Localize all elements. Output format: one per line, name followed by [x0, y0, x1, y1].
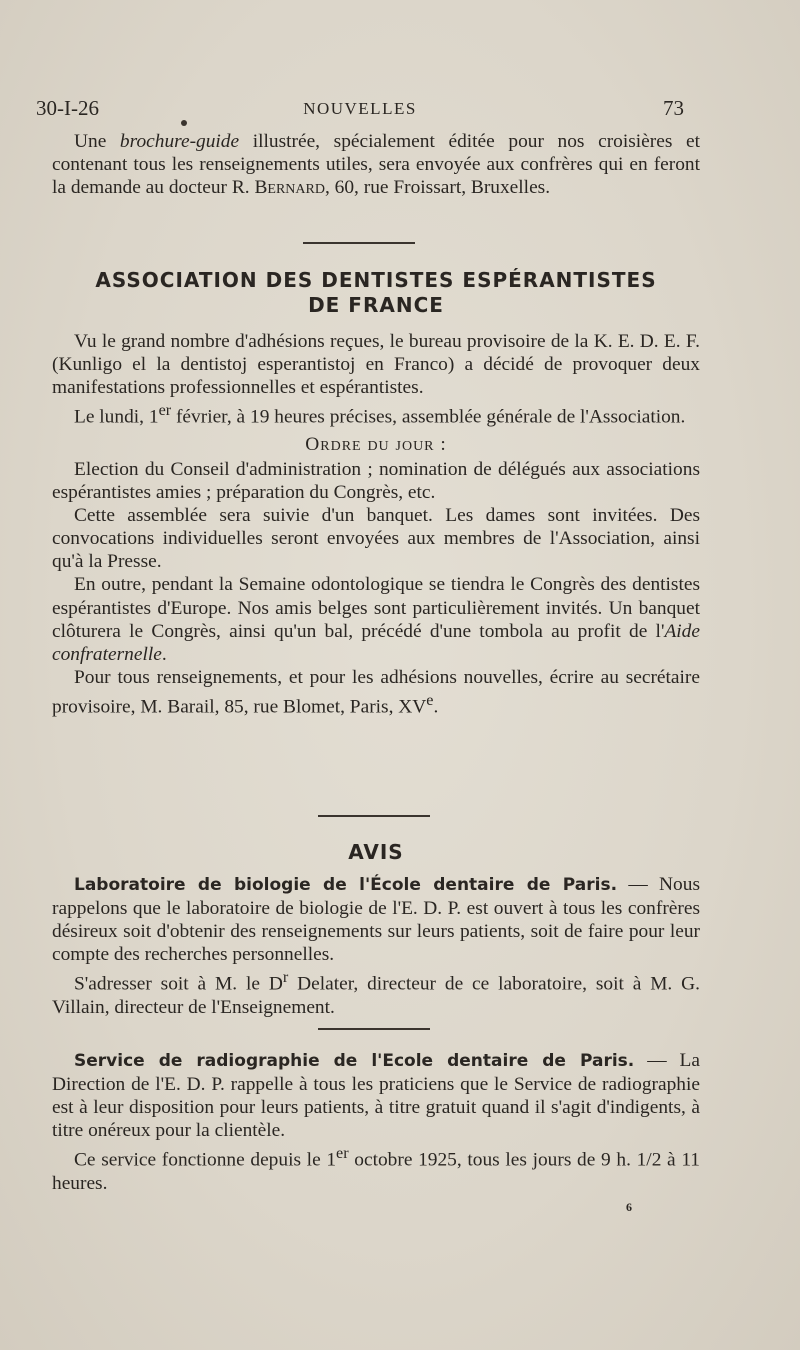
running-header — [36, 96, 684, 126]
association-heading: ASSOCIATION DES DENTISTES ESPÉRANTISTES DE FRANCE — [95, 268, 657, 317]
intro-block — [52, 130, 700, 199]
ink-dot — [181, 120, 187, 126]
radiographie-paragraph: Service de radiographie de l'Ecole dentaire de Paris. — La Direction de l'E. D. P. rappelle à tous les praticiens que le Service de radiographie est à leur disposition pour leurs patients, à titre gratuit quand il s'agit d'indigents, à titre onéreux pour la clientèle. — [52, 1050, 700, 1142]
ordre-du-jour: Ordre du jour : — [305, 433, 447, 455]
radiographie-hours-paragraph: Ce service fonctionne depuis le 1er octobre 1925, tous les jours de 9 h. 1/2 à 11 heures. — [52, 1145, 701, 1194]
page-number: 73 — [663, 96, 684, 120]
association-body — [52, 330, 700, 718]
brochure-guide-emphasis: brochure-guide — [119, 131, 240, 152]
laboratoire-contact-paragraph: S'adresser soit à M. le $D^r$ Delater, directeur de ce laboratoire, soit à M. G. Villain, directeur de l'Enseignement. — [52, 969, 701, 1018]
header-date: 30-I-26 — [36, 96, 99, 120]
section-divider — [303, 242, 415, 244]
avis-body — [52, 873, 700, 1019]
laboratoire-title: Laboratoire de biologie de l'École dentaire de Paris. — [74, 875, 618, 895]
association-paragraph-6: Pour tous renseignements, et pour les adhésions nouvelles, écrire au secrétaire provisoire, M. Barail, 85, rue Blomet, Paris, XVe. — [52, 666, 700, 718]
bernard-name: Bernard — [254, 177, 325, 199]
radiographie-body — [52, 1049, 700, 1195]
avis-heading: AVIS — [348, 840, 404, 864]
association-paragraph-2: Le lundi, 1er février, à 19 heures précises, assemblée générale de l'Association. — [74, 402, 686, 428]
aide-confraternelle-emphasis: Aide confraternelle — [52, 620, 700, 665]
association-paragraph-3: Election du Conseil d'administration ; nomination de délégués aux associations espérantistes amies ; préparation du Congrès, etc. — [52, 458, 700, 504]
signature-mark: 6 — [626, 1200, 632, 1214]
association-paragraph-4: Cette assemblée sera suivie d'un banquet. Les dames sont invitées. Des convocations individuelles seront envoyées aux membres de l'Association, ainsi qu'à la Presse. — [52, 505, 700, 573]
intro-paragraph: Une brochure-guide illustrée, spécialement éditée pour nos croisières et contenant tous les renseignements utiles, sera envoyée aux confrères qui en feront la demande au docteur R. Bernard, 60, rue Froissart, Bruxelles. — [52, 131, 700, 199]
laboratoire-paragraph: Laboratoire de biologie de l'École dentaire de Paris. — Nous rappelons que le laboratoire de biologie de l'E. D. P. est ouvert à tous les confrères désireux soit d'obtenir des renseignements sur leurs patients, soit de faire pour leur compte des recherches personnelles. — [52, 874, 700, 966]
radiographie-title: Service de radiographie de l'Ecole dentaire de Paris. — [74, 1051, 635, 1071]
section-divider — [318, 1028, 430, 1030]
header-section: NOUVELLES — [303, 99, 417, 118]
association-paragraph-5: En outre, pendant la Semaine odontologique se tiendra le Congrès des dentistes espérantistes d'Europe. Nos amis belges sont particulièrement invités. Un banquet clôturera le Congrès, ainsi qu'un bal, précédé d'une tombola au profit de l'Aide confraternelle. — [52, 574, 700, 665]
association-paragraph-1: Vu le grand nombre d'adhésions reçues, le bureau provisoire de la K. E. D. E. F. (Kunligo el la dentistoj esperantistoj en Franco) a décidé de provoquer deux manifestations professionnelles et espérantistes. — [52, 331, 700, 399]
section-divider — [318, 815, 430, 817]
